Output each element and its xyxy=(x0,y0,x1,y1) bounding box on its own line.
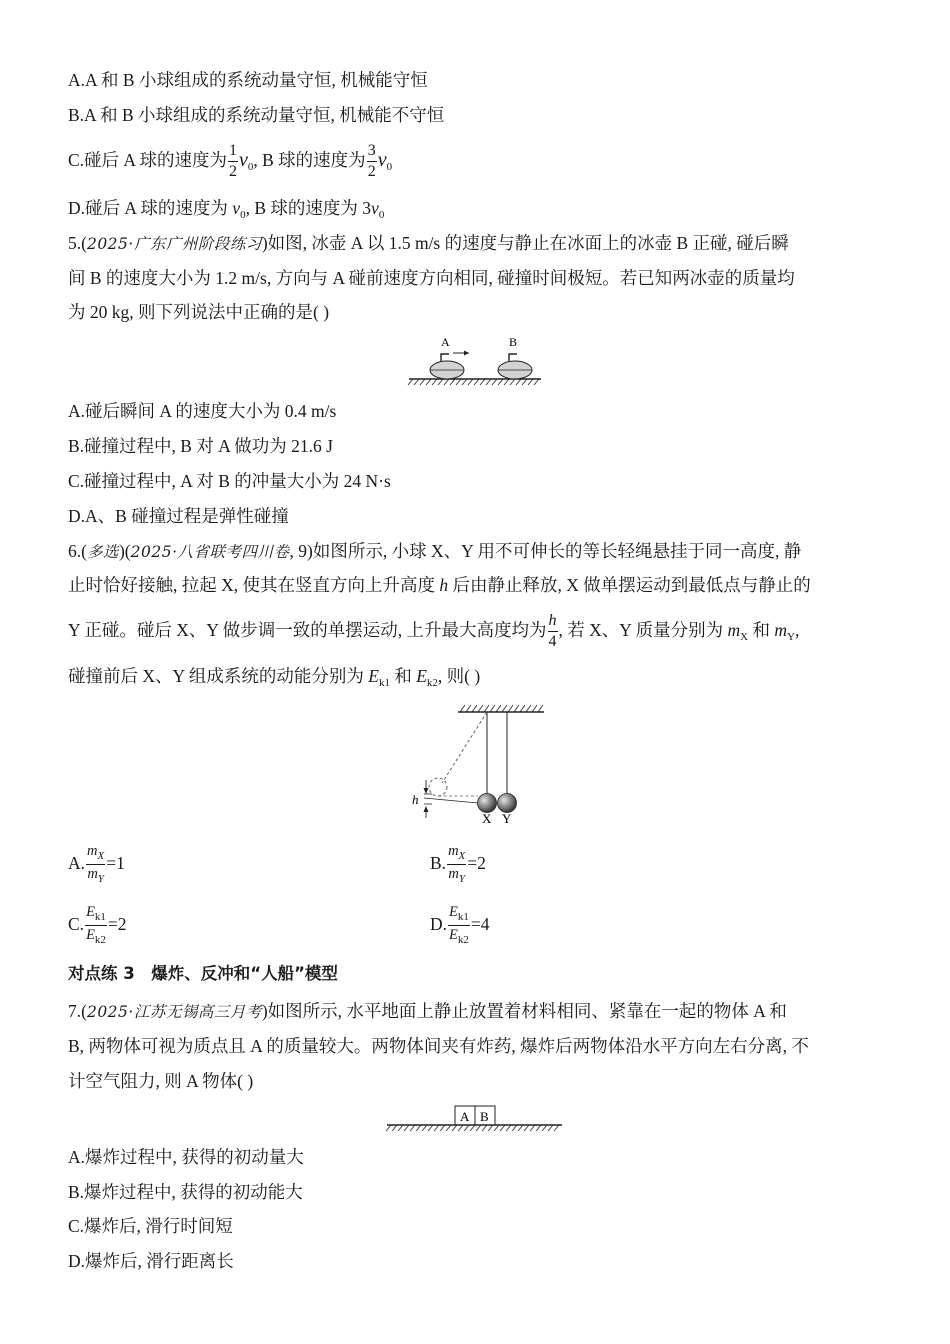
stone-a xyxy=(430,354,464,379)
curling-stones-figure xyxy=(405,332,545,386)
stone-b xyxy=(498,354,532,379)
q7-option-b: B.爆炸过程中, 获得的初动能大 xyxy=(68,1182,303,1202)
stone-b-label: B xyxy=(509,335,518,349)
blocks-figure xyxy=(384,1104,564,1134)
section-heading: 对点练 3 爆炸、反冲和“人船”模型 xyxy=(68,964,338,983)
block-b-label: B xyxy=(480,1109,489,1124)
q6-option-d: D. $\frac{E_{k1}}{E_{k2}}$ =4 xyxy=(430,904,490,947)
q7-option-d: D.爆炸后, 滑行距离长 xyxy=(68,1251,234,1271)
q4-option-a: A.A 和 B 小球组成的系统动量守恒, 机械能守恒 xyxy=(68,70,428,90)
q7-stem-line-2: B, 两物体可视为质点且 A 的质量较大。两物体间夹有炸药, 爆炸后两物体沿水平方向左右分离, 不 xyxy=(68,1036,809,1056)
q5-option-d: D.A、B 碰撞过程是弹性碰撞 xyxy=(68,506,289,526)
height-label: h xyxy=(412,792,419,807)
q7-option-c: C.爆炸后, 滑行时间短 xyxy=(68,1216,233,1236)
block-a-label: A xyxy=(460,1109,470,1124)
q6-option-c: C. $\frac{E_{k1}}{E_{k2}}$ =2 xyxy=(68,904,127,947)
q4-option-c: C.碰后 A 球的速度为 $\frac{1}{2}$ $v_0$, B 球的速度为 $\frac{3}{2}$ $v_0$ xyxy=(68,142,393,181)
q5-stem-line-1: 5.(2025·广东广州阶段练习)如图, 冰壶 A 以 1.5 m/s 的速度与静止在冰面上的冰壶 B 正碰, 碰后瞬 xyxy=(68,233,789,253)
q6-stem-line-4: 碰撞前后 X、Y 组成系统的动能分别为 $E_{k1}$ 和 $E_{k2}$, 则( ) xyxy=(68,666,481,689)
q7-stem-line-1: 7.(2025·江苏无锡高三月考)如图所示, 水平地面上静止放置着材料相同、紧靠在一起的物体 A 和 xyxy=(68,1001,787,1021)
q5-option-b: B.碰撞过程中, B 对 A 做功为 21.6 J xyxy=(68,436,333,456)
stone-a-label: A xyxy=(441,335,450,349)
q6-option-a: A. $\frac{m_X}{m_Y}$ =1 xyxy=(68,843,125,886)
q5-stem-line-3: 为 20 kg, 则下列说法中正确的是( ) xyxy=(68,302,330,322)
q6-option-b: B. $\frac{m_X}{m_Y}$ =2 xyxy=(430,843,486,886)
ball-x xyxy=(478,794,497,813)
raised-string xyxy=(442,712,487,783)
q7-stem-line-3: 计空气阻力, 则 A 物体( ) xyxy=(68,1071,254,1091)
q5-option-c: C.碰撞过程中, A 对 B 的冲量大小为 24 N·s xyxy=(68,471,391,491)
ball-y-label: Y xyxy=(502,811,512,826)
q5-stem-line-2: 间 B 的速度大小为 1.2 m/s, 方向与 A 碰前速度方向相同, 碰撞时间极短。若已知两冰壶的质量均 xyxy=(68,268,795,288)
q5-option-a: A.碰后瞬间 A 的速度大小为 0.4 m/s xyxy=(68,401,337,421)
raised-ball-x xyxy=(429,778,447,796)
ball-y xyxy=(498,794,517,813)
ball-x-label: X xyxy=(482,811,492,826)
pendulum-figure xyxy=(408,702,548,826)
q4-option-b: B.A 和 B 小球组成的系统动量守恒, 机械能不守恒 xyxy=(68,105,445,125)
q6-stem-line-1: 6.(多选)(2025·八省联考四川卷, 9)如图所示, 小球 X、Y 用不可伸长的等长轻绳悬挂于同一高度, 静 xyxy=(68,541,802,561)
q6-stem-line-2: 止时恰好接触, 拉起 X, 使其在竖直方向上升高度 h 后由静止释放, X 做单摆运动到最低点与静止的 xyxy=(68,575,811,595)
q4-option-d: D.碰后 A 球的速度为 $v_0$, B 球的速度为 $3v_0$ xyxy=(68,198,385,221)
q7-option-a: A.爆炸过程中, 获得的初动量大 xyxy=(68,1147,304,1167)
q6-stem-line-3: Y 正碰。碰后 X、Y 做步调一致的单摆运动, 上升最大高度均为 $\frac{h}{4}$ , 若 X、Y 质量分别为 $m_X$ 和 $m_Y$, xyxy=(68,612,800,651)
